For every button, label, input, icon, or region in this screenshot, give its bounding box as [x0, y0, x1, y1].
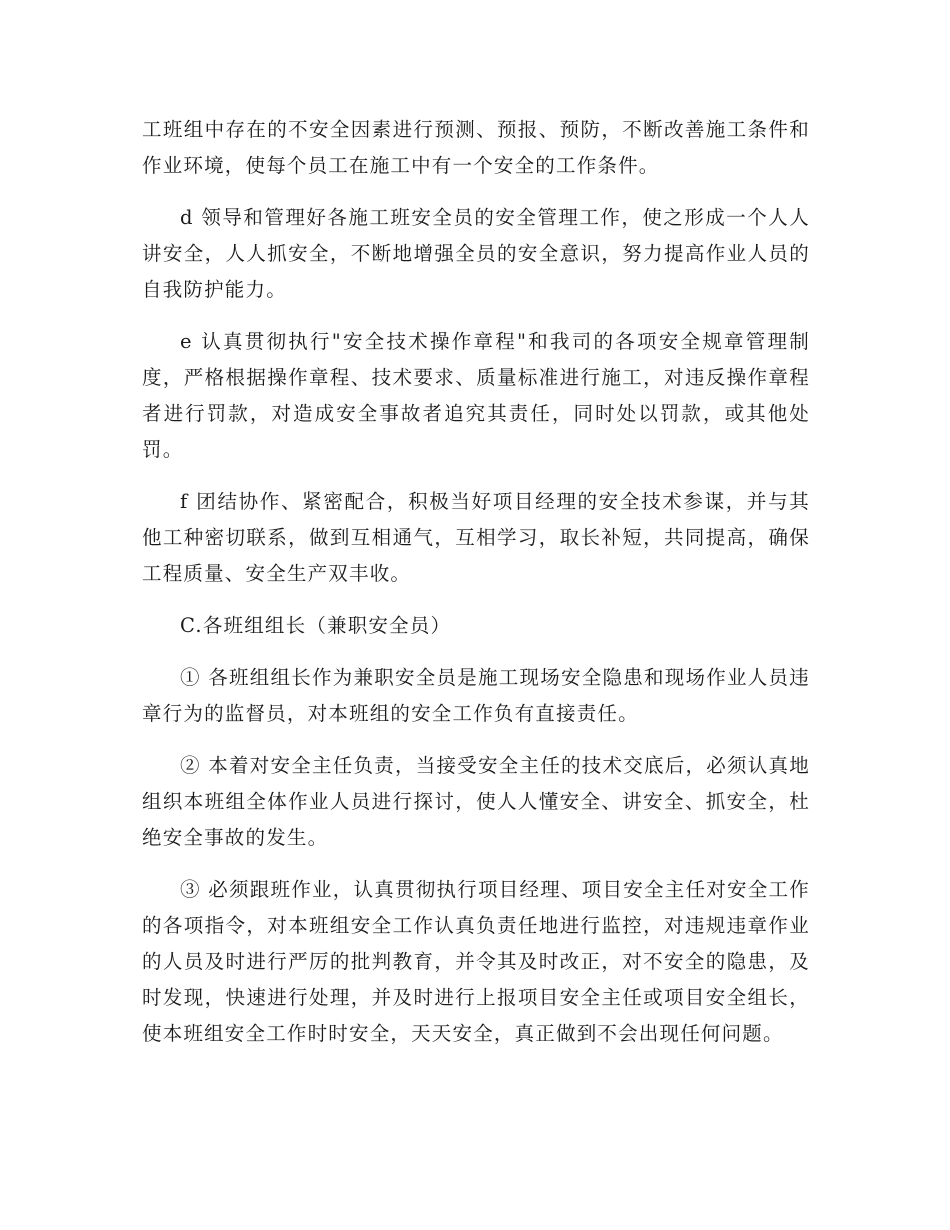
paragraph-item-2: ② 本着对安全主任负责，当接受安全主任的技术交底后，必须认真地组织本班组全体作业人员进行探讨，使人人懂安全、讲安全、抓安全，杜绝安全事故的发生。	[142, 754, 810, 849]
section-heading-c: C.各班组组长（兼职安全员）	[180, 614, 452, 637]
document-page	[142, 112, 810, 1068]
paragraph-item-e: e 认真贯彻执行"安全技术操作章程"和我司的各项安全规章管理制度，严格根据操作章程、技术要求、质量标准进行施工，对违反操作章程者进行罚款，对造成安全事故者追究其责任，同时处以罚款，或其他处罚。	[142, 330, 810, 461]
paragraph-continuation: 工班组中存在的不安全因素进行预测、预报、预防，不断改善施工条件和作业环境，使每个员工在施工中有一个安全的工作条件。	[142, 118, 810, 177]
paragraph-item-f: f 团结协作、紧密配合，积极当好项目经理的安全技术参谋，并与其他工种密切联系，做到互相通气，互相学习，取长补短，共同提高，确保工程质量、安全生产双丰收。	[142, 490, 810, 585]
paragraph-item-d: d 领导和管理好各施工班安全员的安全管理工作，使之形成一个人人讲安全，人人抓安全，不断地增强全员的安全意识，努力提高作业人员的自我防护能力。	[142, 206, 810, 301]
paragraph-item-3: ③ 必须跟班作业，认真贯彻执行项目经理、项目安全主任对安全工作的各项指令，对本班组安全工作认真负责任地进行监控，对违规违章作业的人员及时进行严厉的批判教育，并令其及时改正，对不安全的隐患，及时发现，快速进行处理，并及时进行上报项目安全主任或项目安全组长，使本班组安全工作时时安全，天天安全，真正做到不会出现任何问题。	[142, 878, 810, 1045]
paragraph-item-1: ① 各班组组长作为兼职安全员是施工现场安全隐患和现场作业人员违章行为的监督员，对本班组的安全工作负有直接责任。	[142, 666, 810, 725]
